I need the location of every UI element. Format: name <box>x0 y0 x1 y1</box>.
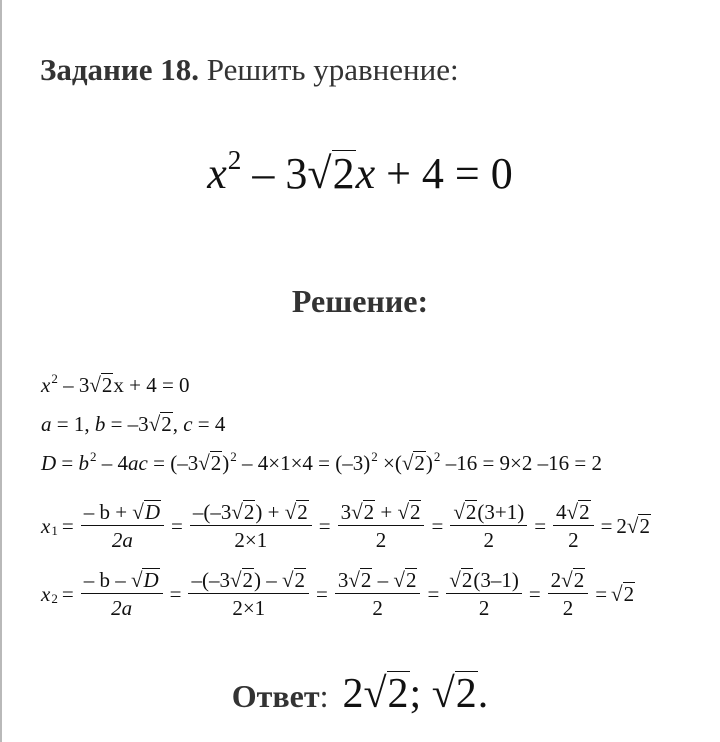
task-heading <box>40 52 459 88</box>
solution-root-x1: x 1 = $\frac{- b + √D}{2a}$ = $\frac{-(-3√2) + √2}{2\times 1}$ = $\frac{3√2 + √2}{2}$ = $\frac{√2(3+1)}{2}$ = $\frac{4√2}{2}$ = 2 √2 <box>41 500 650 553</box>
answer-label: Ответ <box>231 678 320 714</box>
answer: Ответ: 2√2; √2. <box>231 671 489 717</box>
fraction: $\frac{- b - √D}{2a}$ <box>81 568 163 620</box>
left-border <box>0 0 2 742</box>
fraction: $\frac{-(-3√2) + √2}{2\times 1}$ <box>190 500 312 552</box>
solution-line-coefficients: a = 1, b = –3√2, c = 4 <box>41 412 226 436</box>
fraction: $\frac{-(-3√2) - √2}{2\times 1}$ <box>188 568 309 620</box>
fraction: $\frac{3√2 - √2}{2}$ <box>335 568 421 620</box>
fraction: $\frac{2√2}{2}$ <box>548 568 589 620</box>
fraction: $\frac{3√2 + √2}{2}$ <box>338 500 425 552</box>
fraction: $\frac{4√2}{2}$ <box>553 500 594 552</box>
solution-line-equation: $x^2 - 3√2x + 4 = 0$ <box>41 370 190 397</box>
fraction: $\frac{√2(3+1)}{2}$ <box>450 500 527 552</box>
solution-heading: Решение: <box>291 283 429 319</box>
fraction: $\frac{√2(3-1)}{2}$ <box>446 568 522 620</box>
main-equation: $x^2 - 3√2x + 4 = 0$ <box>207 144 513 198</box>
fraction: $\frac{- b + √D}{2a}$ <box>81 500 164 552</box>
solution-line-discriminant: $D = b^2 - 4ac = (-3√2)^2 - 4\times 1\times 4 = (-3)^2 \times(√2)^2$ –16 = 9×2 –16 = 2 <box>41 448 602 475</box>
answer-value: 2√2; √2. <box>342 671 489 717</box>
task-text: Решить уравнение: <box>206 52 459 87</box>
solution-root-x2: x 2 = $\frac{- b - √D}{2a}$ = $\frac{-(-3√2) - √2}{2\times 1}$ = $\frac{3√2 - √2}{2}$ = $\frac{√2(3-1)}{2}$ = $\frac{2√2}{2}$ = √2 <box>41 568 635 621</box>
sqrt: √2 <box>307 149 355 198</box>
task-label: Задание 18. <box>40 52 200 87</box>
